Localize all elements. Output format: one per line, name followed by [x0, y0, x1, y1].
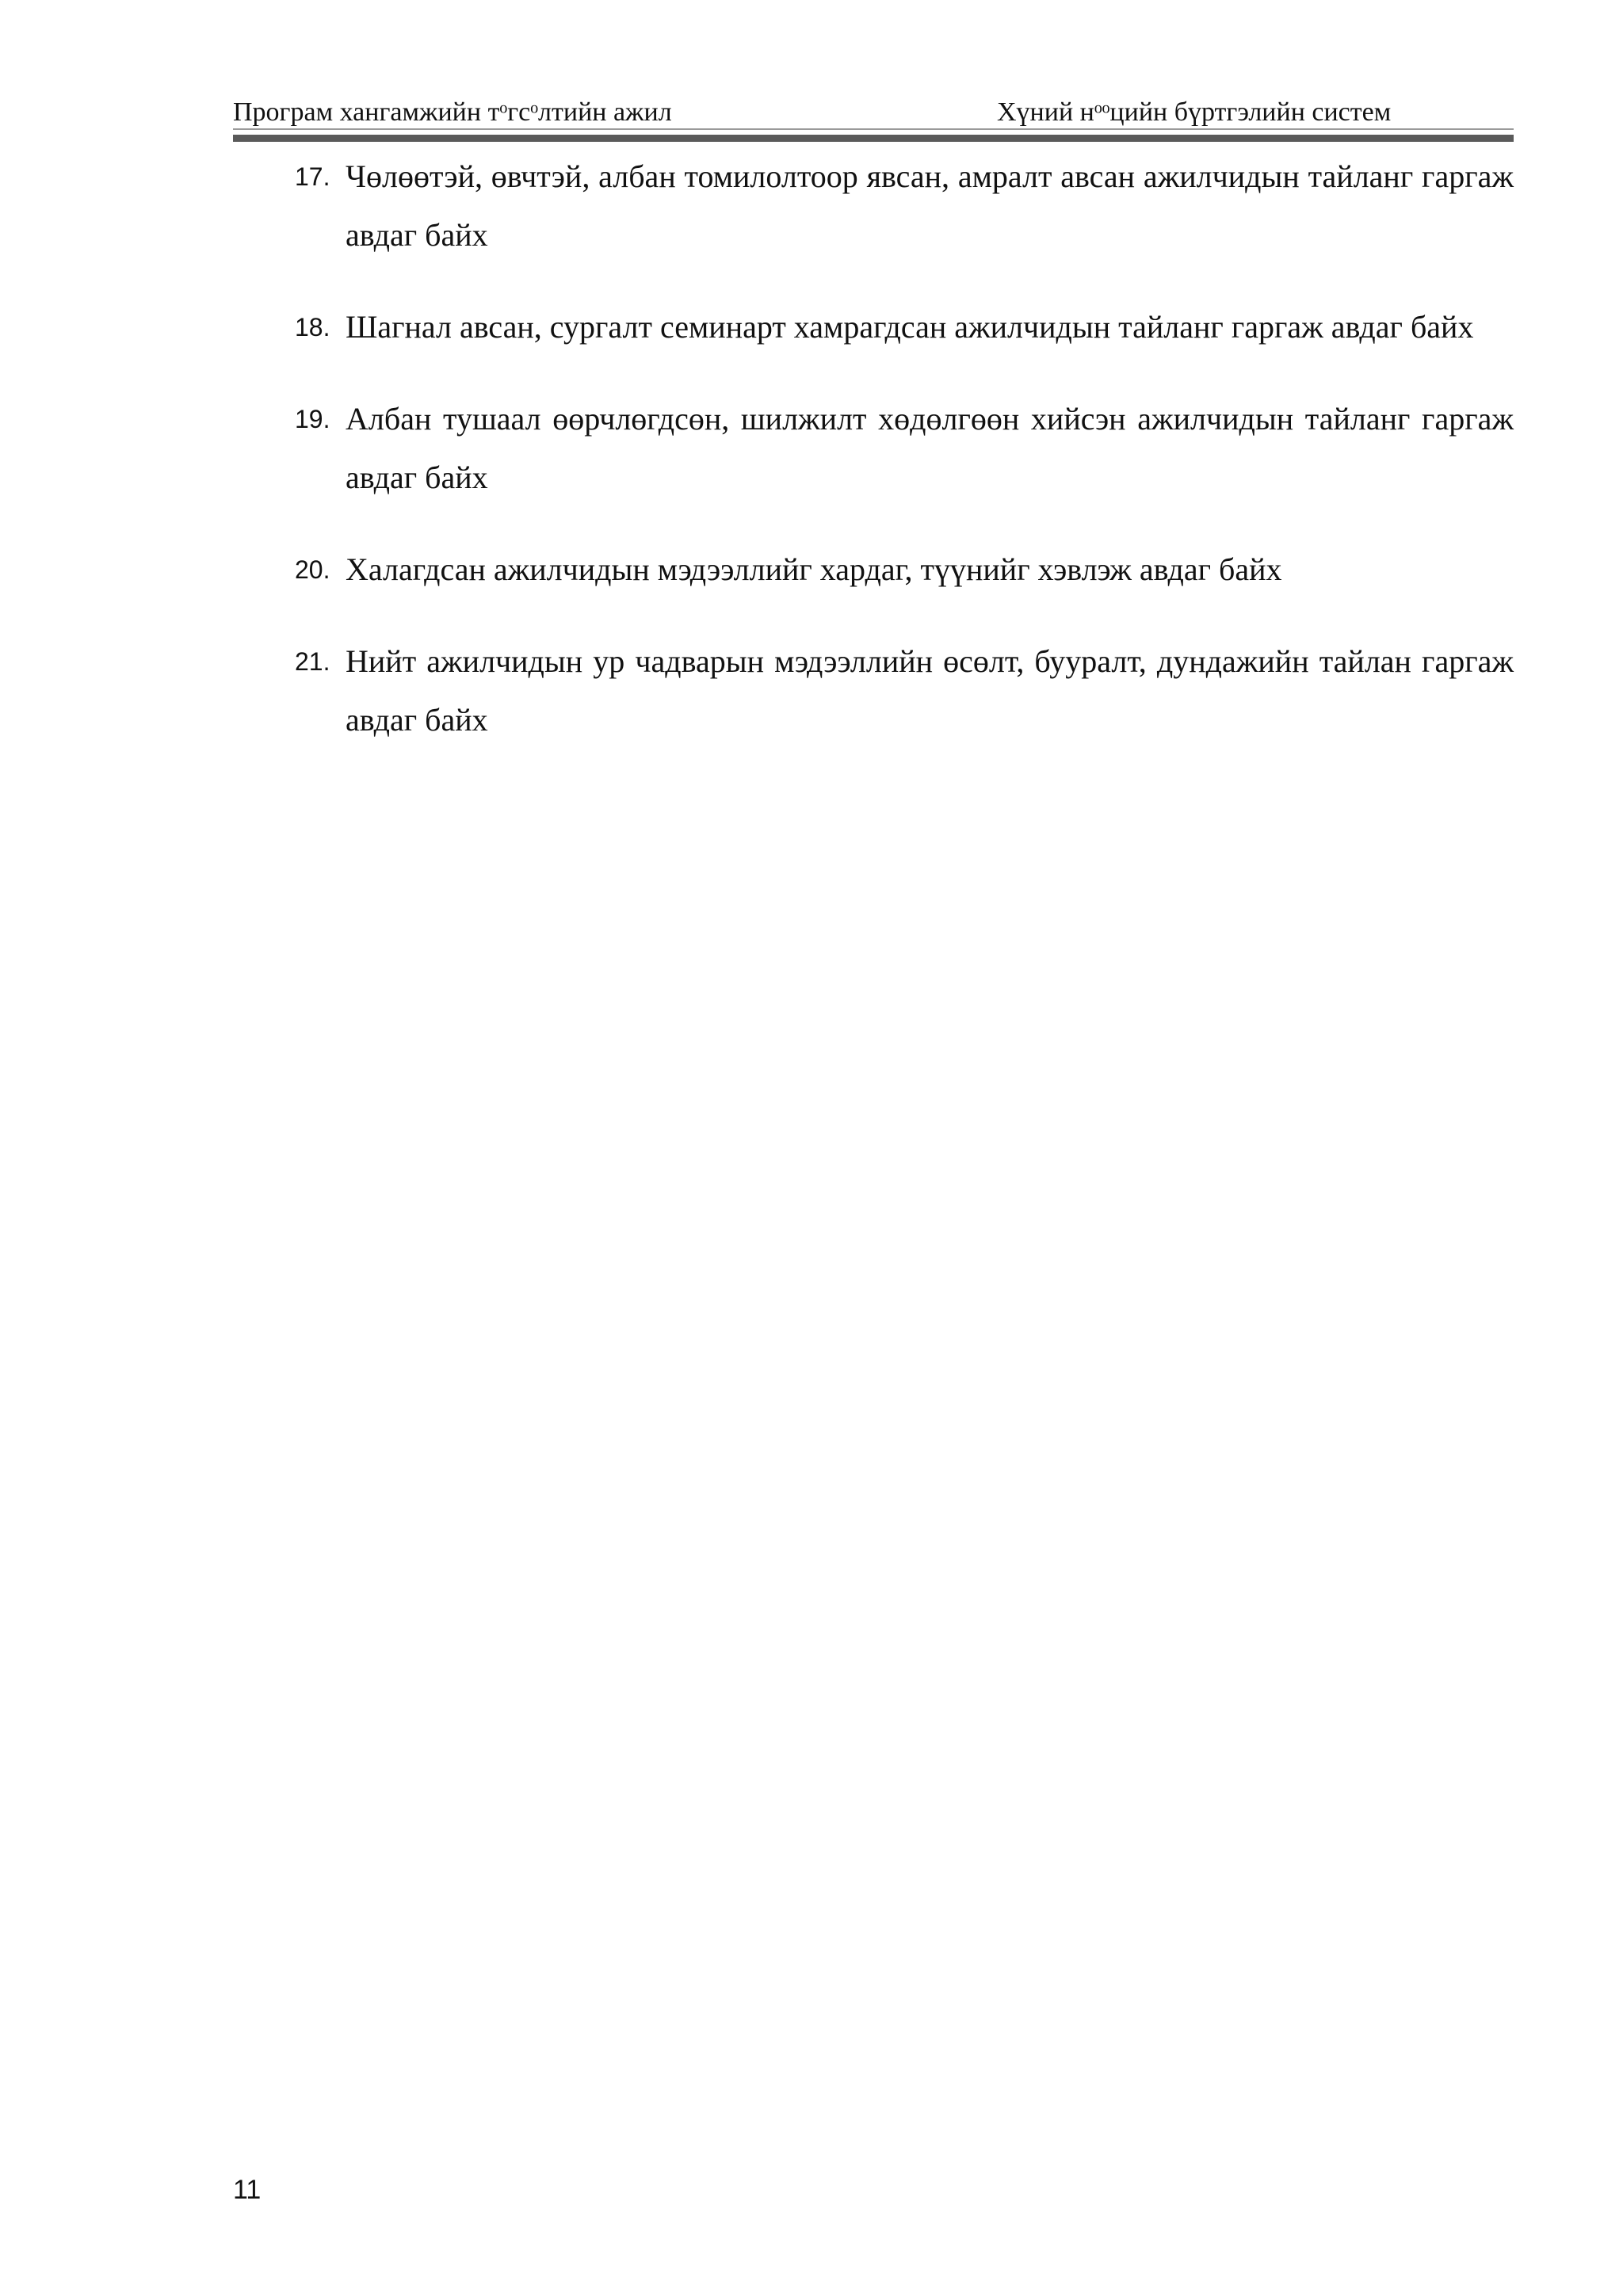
list-item-number: 18. — [295, 313, 330, 341]
list-item-number: 17. — [295, 162, 330, 191]
list-item — [233, 298, 1514, 357]
list-item-number: 21. — [295, 647, 330, 676]
list-item-text: Халагдсан ажилчидын мэдээллийг хардаг, түүнийг хэвлэж авдаг байх — [346, 551, 1282, 587]
list-item — [233, 540, 1514, 599]
page-number: 11 — [233, 2175, 262, 2205]
header-rule-thick — [233, 135, 1514, 142]
header-system-title: Хүний нᵒᵒцийн бүртгэлийн систем — [997, 97, 1392, 127]
page-header — [233, 92, 1514, 132]
list-item-text: Чөлөөтэй, өвчтэй, албан томилолтоор явсан, амралт авсан ажилчидын тайланг гаргаж авдаг байх — [346, 158, 1514, 253]
requirements-list — [233, 147, 1514, 783]
header-rule-thin — [233, 128, 1514, 130]
header-document-type: Програм хангамжийн тᵒгсᵒлтийн ажил — [233, 97, 672, 127]
list-item-text: Шагнал авсан, сургалт семинарт хамрагдсан ажилчидын тайланг гаргаж авдаг байх — [346, 309, 1474, 345]
list-item — [233, 147, 1514, 265]
list-item-text: Нийт ажилчидын ур чадварын мэдээллийн өсөлт, бууралт, дундажийн тайлан гаргаж авдаг байх — [346, 643, 1514, 738]
list-item — [233, 390, 1514, 507]
list-item-number: 19. — [295, 405, 330, 433]
list-item-number: 20. — [295, 555, 330, 584]
list-item-text: Албан тушаал өөрчлөгдсөн, шилжилт хөдөлгөөн хийсэн ажилчидын тайланг гаргаж авдаг байх — [346, 401, 1514, 495]
list-item — [233, 632, 1514, 749]
